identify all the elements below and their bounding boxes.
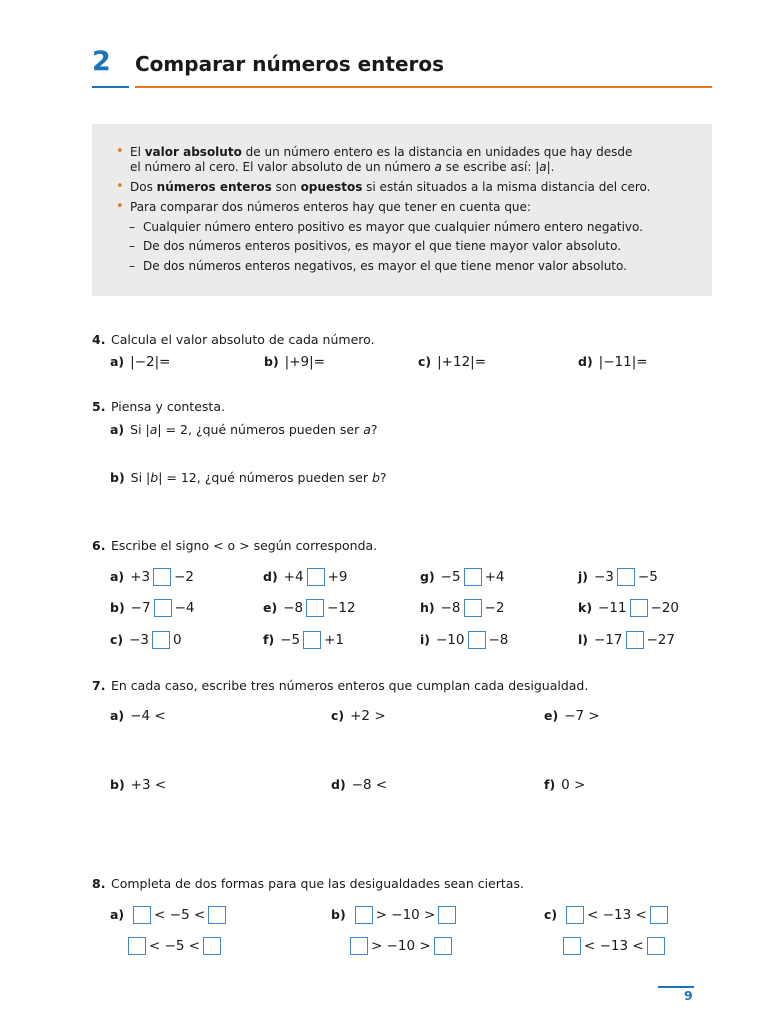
right-operand: −2 [174, 569, 194, 585]
exercise-5-item-a [110, 420, 378, 440]
item-label: e) [544, 708, 559, 723]
answer-box[interactable] [464, 599, 482, 617]
item-label: b) [110, 777, 125, 792]
item-expression: < −5 < [154, 907, 206, 923]
text: Dos [130, 180, 157, 194]
item-label: f) [263, 632, 275, 647]
bullet-icon: • [116, 144, 124, 159]
exercise-7-item [331, 775, 387, 795]
term-opuestos: opuestos [300, 180, 363, 194]
variable: b [150, 470, 159, 485]
bullet-icon: • [116, 179, 124, 194]
item-expression: −4 < [130, 708, 166, 724]
item-label: a) [110, 907, 125, 922]
item-label: d) [263, 569, 278, 584]
item-label: b) [264, 354, 279, 369]
item-label: d) [331, 777, 346, 792]
item-expression: > −10 > [375, 907, 436, 923]
item-label: g) [420, 569, 435, 584]
item-label: l) [578, 632, 588, 647]
item-label: c) [418, 354, 432, 369]
term-numeros-enteros: números enteros [156, 180, 272, 194]
exercise-6-item [263, 598, 356, 618]
left-operand: −5 [440, 569, 461, 585]
text: el número al cero. El valor absoluto de un número [130, 160, 435, 174]
exercise-4-statement: Calcula el valor absoluto de cada número. [111, 332, 375, 347]
exercise-8-statement: Completa de dos formas para que las desigualdades sean ciertas. [111, 876, 524, 891]
exercise-7-item [331, 706, 386, 726]
answer-box[interactable] [630, 599, 648, 617]
text: El [130, 145, 145, 159]
exercise-6-item [578, 567, 658, 587]
exercise-6-item [420, 630, 508, 650]
exercise-6-item [263, 630, 344, 650]
right-operand: −12 [327, 600, 356, 616]
exercise-8-item-second [125, 936, 224, 956]
right-operand: −4 [174, 600, 195, 616]
exercise-6-item [110, 567, 194, 587]
item-expression: < −5 < [149, 938, 201, 954]
exercise-4-item [418, 352, 486, 372]
exercise-6-number: 6. [92, 538, 106, 553]
answer-box[interactable] [203, 937, 221, 955]
item-label: b) [110, 470, 125, 485]
exercise-8-item [110, 905, 229, 925]
text: Si | [130, 422, 150, 437]
answer-box[interactable] [208, 906, 226, 924]
right-operand: −5 [637, 569, 658, 585]
variable: b [371, 470, 380, 485]
page-title: Comparar números enteros [135, 52, 445, 76]
answer-box[interactable] [152, 631, 170, 649]
exercise-4-item [578, 352, 648, 372]
left-operand: −5 [280, 632, 301, 648]
answer-box[interactable] [563, 937, 581, 955]
answer-box[interactable] [306, 599, 324, 617]
left-operand: −8 [440, 600, 461, 616]
exercise-5-statement: Piensa y contesta. [111, 399, 225, 414]
title-rule-orange [135, 86, 712, 88]
answer-box[interactable] [128, 937, 146, 955]
bullet-icon: • [116, 199, 124, 214]
text: Si | [130, 470, 151, 485]
item-label: d) [578, 354, 593, 369]
item-expression: < −13 < [587, 907, 647, 923]
exercise-5-number: 5. [92, 399, 106, 414]
exercise-7-item [544, 706, 600, 726]
left-operand: −8 [283, 600, 304, 616]
item-expression: 0 > [561, 777, 586, 793]
item-label: e) [263, 600, 278, 615]
right-operand: −27 [646, 632, 675, 648]
answer-box[interactable] [438, 906, 456, 924]
item-label: c) [110, 632, 124, 647]
term-valor-absoluto: valor absoluto [144, 145, 242, 159]
text: | = 12, ¿qué números pueden ser [158, 470, 372, 485]
answer-box[interactable] [647, 937, 665, 955]
exercise-8-item [331, 905, 459, 925]
theory-panel [92, 124, 712, 296]
theory-bullet-1-line2 [130, 160, 554, 175]
item-label: a) [110, 569, 125, 584]
exercise-7-item [110, 775, 166, 795]
answer-box[interactable] [133, 906, 151, 924]
exercise-6-item [578, 630, 675, 650]
exercise-6-item [110, 630, 182, 650]
item-expression: > −10 > [371, 938, 431, 954]
variable: a [539, 160, 547, 174]
exercise-6-item [420, 567, 504, 587]
text: ? [379, 470, 387, 485]
text: |. [546, 160, 555, 174]
text: son [271, 180, 301, 194]
right-operand: +9 [327, 569, 348, 585]
exercise-6-item [110, 598, 194, 618]
item-expression: < −13 < [584, 938, 644, 954]
answer-box[interactable] [434, 937, 452, 955]
item-expression: |−11|= [598, 354, 648, 370]
item-label: h) [420, 600, 435, 615]
text: se escribe así: | [441, 160, 540, 174]
exercise-4-item [264, 352, 325, 372]
left-operand: −11 [598, 600, 627, 616]
theory-rule-3: De dos números enteros negativos, es mayor el que tiene menor valor absoluto. [143, 259, 627, 273]
exercise-7-statement: En cada caso, escribe tres números enteros que cumplan cada desigualdad. [111, 678, 589, 693]
exercise-8-item-second [347, 936, 455, 956]
answer-box[interactable] [464, 568, 482, 586]
item-label: a) [110, 422, 125, 437]
right-operand: −20 [650, 600, 680, 616]
answer-box[interactable] [468, 631, 486, 649]
text: de un número entero es la distancia en unidades que hay desde [241, 145, 633, 159]
item-label: b) [331, 907, 346, 922]
answer-box[interactable] [617, 568, 635, 586]
answer-box[interactable] [626, 631, 644, 649]
exercise-7-number: 7. [92, 678, 106, 693]
left-operand: −10 [436, 632, 465, 648]
text: | = 2, ¿qué números pueden ser [157, 422, 364, 437]
right-operand: +4 [484, 569, 505, 585]
exercise-8-item [544, 905, 671, 925]
left-operand: −3 [129, 632, 150, 648]
answer-box[interactable] [650, 906, 668, 924]
item-label: f) [544, 777, 556, 792]
section-number: 2 [92, 46, 111, 77]
item-expression: −8 < [351, 777, 388, 793]
right-operand: −2 [484, 600, 505, 616]
right-operand: +1 [324, 632, 344, 648]
answer-box[interactable] [350, 937, 368, 955]
answer-box[interactable] [355, 906, 373, 924]
left-operand: −17 [594, 632, 623, 648]
exercise-6-item [420, 598, 504, 618]
theory-rule-1: Cualquier número entero positivo es mayor que cualquier número entero negativo. [143, 220, 643, 234]
theory-rule-2: De dos números enteros positivos, es mayor el que tiene mayor valor absoluto. [143, 239, 622, 253]
dash-icon: – [129, 220, 135, 234]
dash-icon: – [129, 259, 135, 273]
exercise-7-item [544, 775, 585, 795]
item-label: c) [331, 708, 345, 723]
exercise-6-item [578, 598, 679, 618]
answer-box[interactable] [307, 568, 325, 586]
item-expression: −7 > [564, 708, 600, 724]
answer-box[interactable] [153, 568, 171, 586]
item-expression: +3 < [130, 777, 167, 793]
item-label: a) [110, 354, 125, 369]
variable: a [149, 422, 158, 437]
answer-box[interactable] [303, 631, 321, 649]
exercise-6-item [263, 567, 347, 587]
text: si están situados a la misma distancia del cero. [362, 180, 651, 194]
left-operand: −7 [130, 600, 151, 616]
exercise-5-item-b [110, 468, 387, 488]
exercise-7-item [110, 706, 166, 726]
item-label: j) [578, 569, 588, 584]
text: ? [370, 422, 378, 437]
title-rule-blue [92, 86, 129, 88]
item-label: c) [544, 907, 558, 922]
right-operand: −8 [488, 632, 509, 648]
answer-box[interactable] [154, 599, 172, 617]
left-operand: +3 [130, 569, 151, 585]
right-operand: 0 [173, 632, 182, 648]
page-number: 9 [684, 988, 693, 1003]
theory-bullet-1 [130, 145, 632, 160]
item-expression: +2 > [350, 708, 386, 724]
answer-box[interactable] [566, 906, 584, 924]
exercise-8-number: 8. [92, 876, 106, 891]
theory-bullet-3: Para comparar dos números enteros hay que tener en cuenta que: [130, 200, 531, 214]
variable: a [363, 422, 371, 437]
item-expression: |+9|= [284, 354, 325, 370]
variable: a [434, 160, 442, 174]
exercise-4-number: 4. [92, 332, 106, 347]
item-expression: |−2|= [130, 354, 171, 370]
exercise-6-statement: Escribe el signo < o > según corresponda. [111, 538, 378, 553]
item-label: a) [110, 708, 125, 723]
item-expression: |+12|= [437, 354, 487, 370]
dash-icon: – [129, 239, 135, 253]
left-operand: +4 [283, 569, 304, 585]
exercise-4-item [110, 352, 170, 372]
left-operand: −3 [594, 569, 614, 585]
item-label: i) [420, 632, 430, 647]
item-label: k) [578, 600, 593, 615]
item-label: b) [110, 600, 125, 615]
exercise-8-item-second [560, 936, 668, 956]
theory-bullet-2 [130, 180, 650, 195]
